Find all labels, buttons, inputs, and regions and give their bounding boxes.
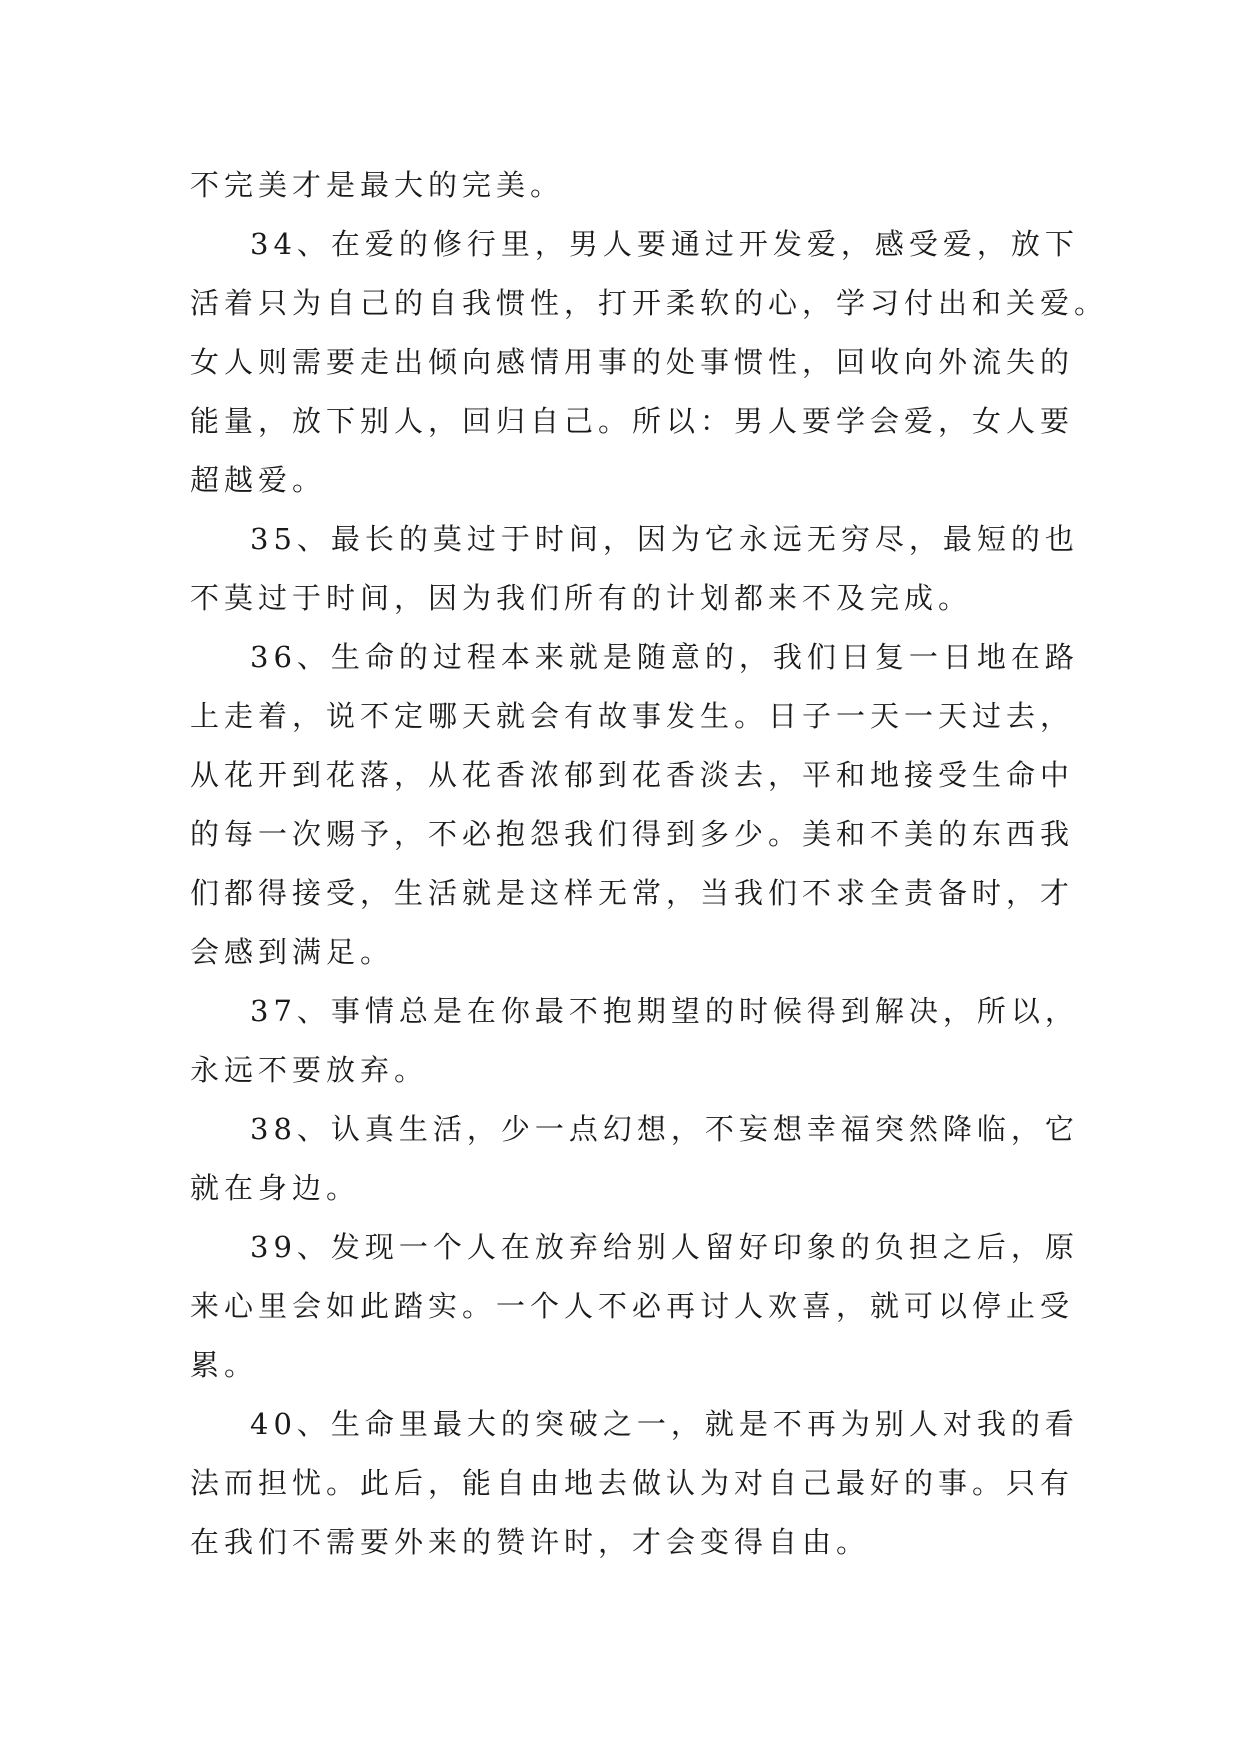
- paragraph-line: 39、发现一个人在放弃给别人留好印象的负担之后，原: [250, 1230, 1079, 1264]
- paragraph-line: 活着只为自己的自我惯性，打开柔软的心，学习付出和关爱。: [190, 286, 1109, 320]
- paragraph-line: 来心里会如此踏实。一个人不必再讨人欢喜，就可以停止受: [190, 1289, 1075, 1323]
- paragraph-line: 就在身边。: [190, 1171, 361, 1205]
- paragraph-line: 36、生命的过程本来就是随意的，我们日复一日地在路: [250, 640, 1079, 674]
- paragraph-line: 35、最长的莫过于时间，因为它永远无穷尽，最短的也: [250, 522, 1079, 556]
- paragraph-line: 累。: [190, 1348, 259, 1382]
- paragraph-line: 们都得接受，生活就是这样无常，当我们不求全责备时，才: [190, 876, 1075, 910]
- document-body: [190, 156, 1109, 1572]
- paragraph-line: 在我们不需要外来的赞许时，才会变得自由。: [190, 1525, 871, 1559]
- paragraph-line: 能量，放下别人，回归自己。所以：男人要学会爱，女人要: [190, 404, 1075, 438]
- paragraph-line: 不完美才是最大的完美。: [190, 168, 565, 202]
- paragraph-line: 不莫过于时间，因为我们所有的计划都来不及完成。: [190, 581, 973, 615]
- paragraph-line: 40、生命里最大的突破之一，就是不再为别人对我的看: [250, 1407, 1079, 1441]
- paragraph-line: 的每一次赐予，不必抱怨我们得到多少。美和不美的东西我: [190, 817, 1075, 851]
- paragraph-line: 女人则需要走出倾向感情用事的处事惯性，回收向外流失的: [190, 345, 1075, 379]
- paragraph-line: 从花开到花落，从花香浓郁到花香淡去，平和地接受生命中: [190, 758, 1075, 792]
- paragraph-line: 会感到满足。: [190, 935, 395, 969]
- paragraph-line: 超越爱。: [190, 463, 327, 497]
- paragraph-line: 37、事情总是在你最不抱期望的时候得到解决，所以，: [250, 994, 1079, 1028]
- paragraph-line: 上走着，说不定哪天就会有故事发生。日子一天一天过去，: [190, 699, 1075, 733]
- paragraph-line: 永远不要放弃。: [190, 1053, 429, 1087]
- paragraph-line: 38、认真生活，少一点幻想，不妄想幸福突然降临，它: [250, 1112, 1079, 1146]
- paragraph-line: 法而担忧。此后，能自由地去做认为对自己最好的事。只有: [190, 1466, 1075, 1500]
- paragraph-line: 34、在爱的修行里，男人要通过开发爱，感受爱，放下: [250, 227, 1079, 261]
